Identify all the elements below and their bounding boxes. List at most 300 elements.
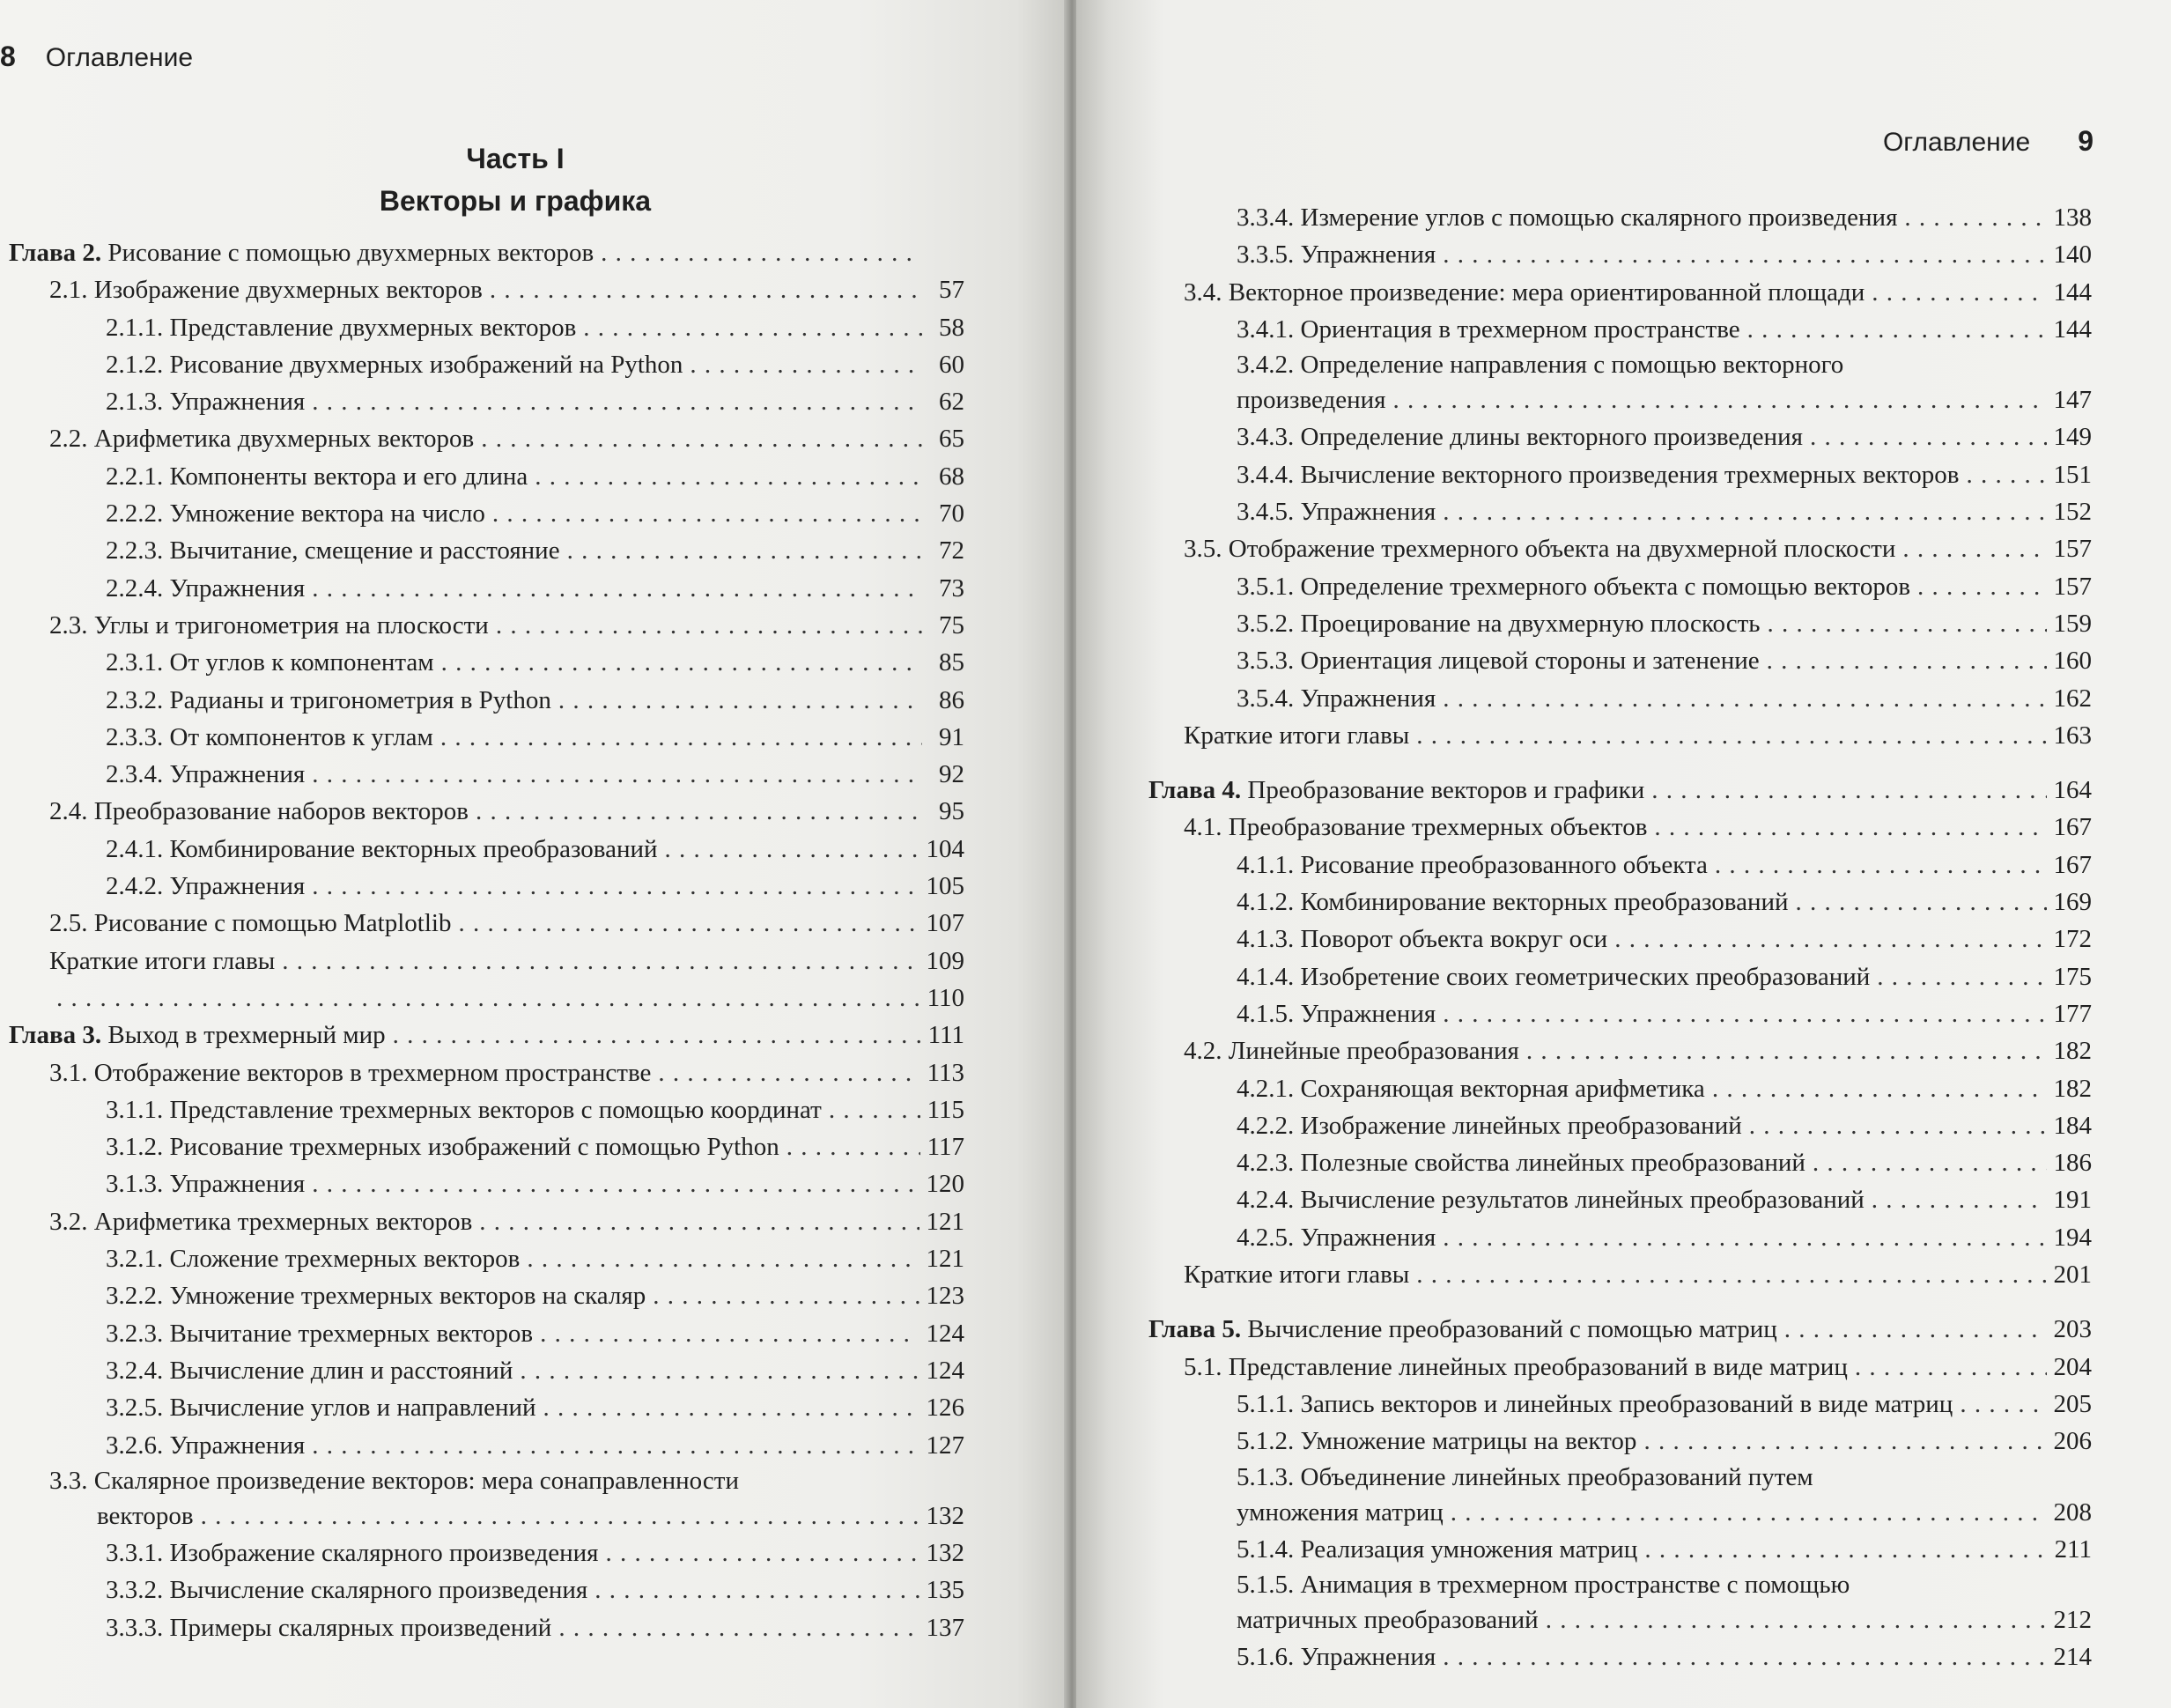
toc-page-number: 120: [926, 1170, 964, 1199]
toc-leader-dots: [312, 1165, 919, 1202]
toc-page-number: 115: [927, 1095, 964, 1124]
toc-page-number: 214: [2053, 1643, 2092, 1672]
toc-entry: [9, 868, 964, 905]
toc-entry: [1148, 1349, 2092, 1386]
toc-entry-text: Краткие итоги главы: [1184, 721, 1410, 750]
toc-leader-dots: [658, 1054, 919, 1091]
toc-entry: [9, 309, 964, 346]
toc-entry: [1148, 1070, 2092, 1107]
toc-page-number: 85: [939, 648, 964, 677]
toc-right: [1148, 199, 2092, 1676]
toc-entry: [1148, 1256, 2092, 1293]
toc-entry: [1148, 274, 2092, 311]
toc-entry-text: 3.2.3. Вычитание трехмерных векторов: [106, 1319, 534, 1348]
toc-leader-dots: [1393, 381, 2047, 418]
part-heading: [0, 137, 1030, 222]
toc-entry-text: 3.2.2. Умножение трехмерных векторов на скаляр: [106, 1282, 646, 1311]
toc-leader-dots: [653, 1277, 919, 1314]
toc-page-number: 58: [939, 313, 964, 342]
toc-entry-title: [1148, 772, 1644, 809]
toc-entry-title: [1237, 1181, 1865, 1218]
toc-leader-dots: [1872, 274, 2046, 311]
toc-entry-text: 4.1.2. Комбинирование векторных преобразований: [1237, 888, 1789, 917]
toc-leader-dots: [1643, 1423, 2046, 1460]
toc-entry: [9, 1315, 964, 1352]
toc-entry-title: [106, 458, 528, 495]
toc-entry-text: 3.2. Арифметика трехмерных векторов: [49, 1207, 473, 1236]
toc-entry-title: [1148, 1311, 1777, 1348]
toc-page-number: 68: [939, 462, 964, 491]
toc-leader-dots: [1855, 1349, 2047, 1386]
toc-entry: [9, 1277, 964, 1314]
toc-page-number: 73: [939, 573, 964, 603]
toc-page-number: 121: [926, 1245, 964, 1274]
toc-page-number: 138: [2053, 203, 2092, 232]
toc-entry-text: 3.5.1. Определение трехмерного объекта с помощью векторов: [1237, 572, 1911, 601]
toc-entry-text: векторов: [97, 1501, 194, 1530]
toc-entry-title: [97, 1497, 194, 1534]
toc-entry: [9, 943, 964, 980]
toc-entry-title: [1237, 847, 1708, 884]
toc-leader-dots: [1651, 772, 2046, 809]
toc-entry-title: [1184, 1256, 1409, 1293]
toc-entry-text: 3.5. Отображение трехмерного объекта на двухмерной плоскости: [1184, 535, 1896, 564]
toc-entry-title: [1237, 1107, 1742, 1144]
toc-entry: [9, 1534, 964, 1571]
toc-entry: [9, 980, 964, 1017]
toc-page-number: 72: [939, 536, 964, 566]
toc-page-number: 203: [2053, 1315, 2092, 1344]
toc-leader-dots: [393, 1017, 921, 1054]
toc-entry: [1148, 680, 2092, 717]
toc-entry: [9, 1571, 964, 1608]
toc-leader-dots: [786, 1128, 920, 1165]
toc-page-number: 60: [939, 350, 964, 379]
toc-entry-title: [1237, 1638, 1436, 1675]
toc-page-number: 135: [926, 1576, 964, 1605]
toc-entry-text: 2.1. Изображение двухмерных векторов: [49, 276, 483, 305]
toc-page-number: 157: [2053, 572, 2092, 601]
toc-chapter-label: Глава 5.: [1148, 1315, 1242, 1344]
toc-entry: [1148, 199, 2092, 236]
toc-entry-text: 4.1.1. Рисование преобразованного объекта: [1237, 850, 1708, 879]
left-page-number: 8: [0, 41, 16, 72]
toc-leader-dots: [56, 980, 920, 1017]
toc-page-number: 163: [2053, 721, 2092, 750]
toc-leader-dots: [1443, 1638, 2046, 1675]
toc-page-number: 86: [939, 685, 964, 714]
toc-entry-title: [106, 1091, 822, 1128]
toc-entry-text: 3.5.3. Ориентация лицевой стороны и затенение: [1237, 647, 1760, 676]
toc-chapter-entry: [9, 234, 964, 271]
toc-leader-dots: [1443, 493, 2046, 530]
toc-entry-text: 2.4.1. Комбинирование векторных преобразований: [106, 834, 658, 863]
toc-entry-text: 3.4.5. Упражнения: [1237, 498, 1436, 527]
left-page: [0, 0, 1070, 1708]
toc-entry-title: [1237, 418, 1803, 455]
toc-page-number: 206: [2053, 1427, 2092, 1456]
toc-left: [9, 234, 964, 1646]
toc-leader-dots: [496, 607, 922, 644]
toc-entry-text: 3.1.2. Рисование трехмерных изображений с помощью Python: [106, 1133, 779, 1162]
toc-entry-text: 3.3.4. Измерение углов с помощью скалярного произведения: [1237, 203, 1898, 232]
toc-page-number: 132: [926, 1501, 964, 1530]
toc-entry-text: 2.1.3. Упражнения: [106, 388, 306, 417]
toc-entry-title: [49, 1054, 651, 1091]
toc-leader-dots: [601, 234, 922, 271]
toc-entry-text: 2.5. Рисование с помощью Matplotlib: [49, 909, 452, 938]
toc-entry: [1148, 605, 2092, 642]
toc-entry-text: матричных преобразований: [1237, 1606, 1539, 1635]
toc-leader-dots: [520, 1352, 919, 1389]
left-running-title: Оглавление: [45, 43, 194, 72]
toc-entry: [1148, 642, 2092, 679]
toc-entry-title: [1237, 995, 1436, 1032]
toc-page-number: 211: [2054, 1534, 2092, 1564]
toc-leader-dots: [1813, 1144, 2047, 1181]
toc-page-number: 144: [2053, 314, 2092, 344]
toc-entry: [1148, 1494, 2092, 1531]
toc-page-number: 204: [2053, 1352, 2092, 1381]
left-running-head: [0, 41, 193, 73]
toc-entry: [9, 1464, 964, 1497]
toc-page-number: 175: [2053, 962, 2092, 991]
toc-entry: [1148, 995, 2092, 1032]
toc-entry-title: [1184, 809, 1647, 846]
toc-entry: [9, 756, 964, 793]
toc-leader-dots: [1654, 809, 2046, 846]
toc-page-number: 167: [2053, 813, 2092, 842]
toc-entry-text: 4.1. Преобразование трехмерных объектов: [1184, 813, 1648, 842]
toc-leader-dots: [1960, 1386, 2046, 1423]
toc-entry-text: Выход в трехмерный мир: [107, 1021, 386, 1050]
toc-page-number: 169: [2053, 888, 2092, 917]
toc-entry-text: 3.3.1. Изображение скалярного произведения: [106, 1539, 599, 1568]
toc-entry: [9, 719, 964, 756]
toc-leader-dots: [1712, 1070, 2047, 1107]
toc-gap: [1148, 1293, 2092, 1311]
toc-entry-text: 3.5.4. Упражнения: [1237, 684, 1436, 713]
toc-entry-text: умножения матриц: [1237, 1497, 1444, 1527]
toc-leader-dots: [312, 868, 919, 905]
toc-entry-title: [106, 1352, 513, 1389]
toc-leader-dots: [543, 1389, 919, 1426]
toc-page-number: 137: [926, 1613, 964, 1642]
toc-entry: [9, 793, 964, 830]
toc-page-number: 162: [2053, 684, 2092, 713]
toc-entry-text: 2.3.3. От компонентов к углам: [106, 722, 433, 751]
toc-entry: [1148, 493, 2092, 530]
toc-entry-text: 5.1.4. Реализация умножения матриц: [1237, 1534, 1638, 1564]
toc-leader-dots: [535, 458, 922, 495]
toc-page-number: 212: [2053, 1606, 2092, 1635]
toc-entry-title: [106, 1427, 305, 1464]
toc-page-number: 105: [926, 872, 964, 901]
toc-page-number: 121: [926, 1207, 964, 1236]
toc-entry-title: [106, 868, 305, 905]
toc-entry-title: [106, 570, 305, 607]
toc-entry-text: 3.1.1. Представление трехмерных векторов с помощью координат: [106, 1095, 822, 1124]
toc-entry-title: [106, 309, 576, 346]
toc-leader-dots: [1767, 642, 2047, 679]
toc-leader-dots: [1904, 199, 2046, 236]
toc-entry-title: [9, 234, 594, 271]
toc-leader-dots: [1443, 680, 2046, 717]
toc-leader-dots: [312, 570, 922, 607]
toc-leader-dots: [1614, 921, 2046, 958]
part-title: Векторы и графика: [379, 185, 652, 217]
toc-page-number: 208: [2053, 1497, 2092, 1527]
toc-page-number: 182: [2053, 1037, 2092, 1066]
toc-entry-text: 4.1.4. Изобретение своих геометрических преобразований: [1237, 962, 1871, 991]
toc-chapter-entry: [1148, 772, 2092, 809]
toc-entry-title: [1237, 1568, 1850, 1601]
toc-entry: [9, 532, 964, 569]
toc-entry: [1148, 1638, 2092, 1675]
toc-entry: [1148, 1531, 2092, 1568]
toc-leader-dots: [1644, 1531, 2047, 1568]
toc-leader-dots: [1796, 884, 2047, 921]
toc-entry-text: 4.2. Линейные преобразования: [1184, 1037, 1519, 1066]
toc-leader-dots: [1443, 1219, 2046, 1256]
toc-entry-text: 5.1.3. Объединение линейных преобразований путем: [1237, 1462, 1813, 1491]
toc-entry: [9, 1091, 964, 1128]
toc-entry: [9, 1054, 964, 1091]
toc-entry-text: 2.4. Преобразование наборов векторов: [49, 797, 469, 826]
toc-entry-title: [106, 1165, 305, 1202]
toc-leader-dots: [1715, 847, 2047, 884]
toc-entry-text: 4.2.1. Сохраняющая векторная арифметика: [1237, 1074, 1705, 1103]
toc-entry-title: [49, 1203, 472, 1240]
toc-entry-text: 3.1.3. Упражнения: [106, 1170, 306, 1199]
toc-entry: [9, 607, 964, 644]
right-page: [1076, 0, 2171, 1708]
toc-entry: [9, 1609, 964, 1646]
toc-page-number: 147: [2053, 386, 2092, 415]
toc-entry: [9, 1352, 964, 1389]
toc-leader-dots: [312, 383, 922, 420]
toc-entry-text: Краткие итоги главы: [1184, 1261, 1410, 1290]
right-running-head: [1883, 125, 2093, 158]
toc-entry-title: [1237, 1144, 1805, 1181]
toc-entry-title: [49, 607, 489, 644]
toc-entry: [1148, 1386, 2092, 1423]
toc-entry: [1148, 1601, 2092, 1638]
toc-entry: [1148, 456, 2092, 493]
toc-leader-dots: [201, 1497, 919, 1534]
part-label: Часть I: [466, 143, 565, 174]
toc-entry-title: [106, 831, 658, 868]
toc-entry-title: [1237, 1219, 1436, 1256]
toc-entry-title: [1237, 680, 1436, 717]
toc-entry-text: произведения: [1237, 386, 1386, 415]
toc-leader-dots: [583, 309, 922, 346]
toc-entry-text: Рисование с помощью двухмерных векторов: [107, 239, 594, 267]
toc-leader-dots: [1526, 1032, 2047, 1069]
toc-entry-title: [1184, 1032, 1519, 1069]
toc-entry: [1148, 418, 2092, 455]
toc-entry-text: 3.1. Отображение векторов в трехмерном пространстве: [49, 1058, 652, 1087]
toc-entry-title: [106, 1389, 536, 1426]
toc-entry: [1148, 1032, 2092, 1069]
toc-page-number: 164: [2053, 776, 2092, 805]
toc-leader-dots: [479, 1203, 919, 1240]
toc-entry-title: [49, 1464, 739, 1497]
toc-entry-text: 3.3.5. Упражнения: [1237, 240, 1436, 270]
toc-entry-text: 3.2.1. Сложение трехмерных векторов: [106, 1245, 521, 1274]
toc-leader-dots: [1416, 1256, 2046, 1293]
toc-entry: [9, 1497, 964, 1534]
toc-entry: [1148, 1423, 2092, 1460]
toc-entry-text: 2.2.1. Компоненты вектора и его длина: [106, 462, 528, 491]
toc-entry: [1148, 884, 2092, 921]
toc-entry: [1148, 236, 2092, 273]
toc-entry-title: [1184, 717, 1409, 754]
toc-entry-title: [106, 682, 551, 719]
toc-entry: [1148, 1144, 2092, 1181]
toc-entry: [1148, 958, 2092, 995]
toc-entry: [9, 570, 964, 607]
toc-leader-dots: [1416, 717, 2046, 754]
toc-entry-text: 2.4.2. Упражнения: [106, 872, 306, 901]
toc-leader-dots: [829, 1091, 920, 1128]
toc-entry-text: 4.2.4. Вычисление результатов линейных преобразований: [1237, 1186, 1865, 1215]
toc-leader-dots: [440, 719, 922, 756]
toc-leader-dots: [1917, 568, 2046, 605]
toc-entry-title: [49, 271, 483, 308]
toc-page-number: 117: [927, 1133, 964, 1162]
toc-page-number: 152: [2053, 498, 2092, 527]
right-running-title: Оглавление: [1882, 128, 2031, 157]
toc-entry-title: [1237, 348, 1843, 381]
toc-entry-title: [1237, 568, 1910, 605]
toc-entry-text: 3.3.3. Примеры скалярных произведений: [106, 1613, 552, 1642]
toc-entry-title: [1237, 456, 1959, 493]
toc-entry-title: [106, 1609, 551, 1646]
toc-entry: [9, 383, 964, 420]
toc-entry-text: 2.3.4. Упражнения: [106, 760, 306, 789]
toc-entry-title: [1184, 1349, 1848, 1386]
toc-leader-dots: [1443, 236, 2046, 273]
toc-entry-title: [1184, 530, 1895, 567]
toc-entry: [1148, 348, 2092, 381]
toc-entry-title: [106, 756, 305, 793]
toc-page-number: 205: [2053, 1389, 2092, 1418]
toc-leader-dots: [527, 1240, 919, 1277]
toc-entry-text: 4.1.5. Упражнения: [1237, 999, 1436, 1028]
toc-entry-title: [106, 495, 485, 532]
toc-entry-text: 5.1.5. Анимация в трехмерном пространстве с помощью: [1237, 1571, 1850, 1600]
toc-entry-text: 4.2.3. Полезные свойства линейных преобразований: [1237, 1149, 1805, 1178]
toc-entry: [1148, 568, 2092, 605]
toc-page-number: 159: [2053, 609, 2092, 638]
toc-entry: [9, 346, 964, 383]
toc-page-number: 182: [2053, 1074, 2092, 1103]
toc-page-number: 184: [2053, 1111, 2092, 1140]
toc-leader-dots: [567, 532, 922, 569]
toc-entry-text: 3.5.2. Проецирование на двухмерную плоскость: [1237, 609, 1761, 638]
toc-entry-text: 3.3. Скалярное произведение векторов: мера сонаправленности: [49, 1466, 739, 1495]
toc-page-number: 172: [2053, 925, 2092, 954]
toc-entry-title: [1237, 1070, 1705, 1107]
toc-entry-text: Краткие итоги главы: [49, 946, 276, 975]
toc-chapter-entry: [9, 1017, 964, 1054]
toc-leader-dots: [1749, 1107, 2047, 1144]
toc-page-number: 104: [926, 834, 964, 863]
toc-entry-text: 2.3.2. Радианы и тригонометрия в Python: [106, 685, 551, 714]
toc-entry-title: [1237, 884, 1789, 921]
toc-leader-dots: [1877, 958, 2046, 995]
toc-entry-text: 3.2.4. Вычисление длин и расстояний: [106, 1356, 513, 1385]
toc-entry-title: [1237, 1460, 1813, 1494]
toc-page-number: 194: [2053, 1223, 2092, 1252]
toc-leader-dots: [1443, 995, 2046, 1032]
toc-entry-title: [106, 532, 560, 569]
toc-entry: [1148, 717, 2092, 754]
toc-page-number: 157: [2053, 535, 2092, 564]
toc-page-number: 113: [927, 1058, 964, 1087]
toc-leader-dots: [665, 831, 919, 868]
toc-entry-title: [106, 719, 433, 756]
toc-entry-text: 2.2.2. Умножение вектора на число: [106, 499, 485, 529]
toc-entry-title: [106, 383, 305, 420]
toc-page-number: 127: [926, 1431, 964, 1460]
toc-entry: [1148, 1107, 2092, 1144]
toc-entry: [9, 271, 964, 308]
toc-entry: [9, 495, 964, 532]
toc-chapter-entry: [1148, 1311, 2092, 1348]
toc-entry: [1148, 1219, 2092, 1256]
toc-entry-text: 2.1.2. Рисование двухмерных изображений на Python: [106, 350, 683, 379]
toc-entry-text: 5.1. Представление линейных преобразований в виде матриц: [1184, 1352, 1848, 1381]
toc-entry-text: 4.2.2. Изображение линейных преобразований: [1237, 1111, 1742, 1140]
toc-entry-text: 3.2.5. Вычисление углов и направлений: [106, 1394, 536, 1423]
toc-entry-text: 2.2.3. Вычитание, смещение и расстояние: [106, 536, 560, 566]
toc-leader-dots: [594, 1571, 919, 1608]
toc-page-number: 75: [939, 610, 964, 640]
toc-leader-dots: [1546, 1601, 2047, 1638]
toc-leader-dots: [490, 271, 922, 308]
toc-entry-text: Вычисление преобразований с помощью матриц: [1247, 1315, 1777, 1344]
toc-page-number: 123: [926, 1282, 964, 1311]
toc-chapter-label: Глава 2.: [9, 239, 102, 267]
toc-entry-title: [1237, 381, 1386, 418]
toc-chapter-label: Глава 3.: [9, 1021, 102, 1050]
toc-entry: [1148, 809, 2092, 846]
toc-entry-title: [1237, 1386, 1953, 1423]
toc-page-number: 95: [939, 797, 964, 826]
toc-entry-text: 5.1.1. Запись векторов и линейных преобразований в виде матриц: [1237, 1389, 1953, 1418]
toc-entry: [9, 905, 964, 942]
right-page-number: 9: [2078, 125, 2093, 157]
toc-entry-title: [49, 793, 469, 830]
toc-page-number: 160: [2053, 647, 2092, 676]
toc-entry-text: 4.2.5. Упражнения: [1237, 1223, 1436, 1252]
toc-entry-text: 2.3.1. От углов к компонентам: [106, 648, 434, 677]
toc-entry: [9, 1128, 964, 1165]
toc-entry-title: [1237, 1601, 1539, 1638]
toc-entry-title: [49, 420, 474, 457]
toc-entry-title: [1237, 642, 1760, 679]
toc-entry-title: [1237, 1494, 1444, 1531]
toc-entry-title: [1237, 199, 1897, 236]
toc-leader-dots: [1784, 1311, 2047, 1348]
toc-leader-dots: [690, 346, 922, 383]
toc-entry: [1148, 847, 2092, 884]
toc-entry: [9, 682, 964, 719]
toc-entry-title: [1184, 274, 1865, 311]
toc-entry-title: [1237, 236, 1436, 273]
